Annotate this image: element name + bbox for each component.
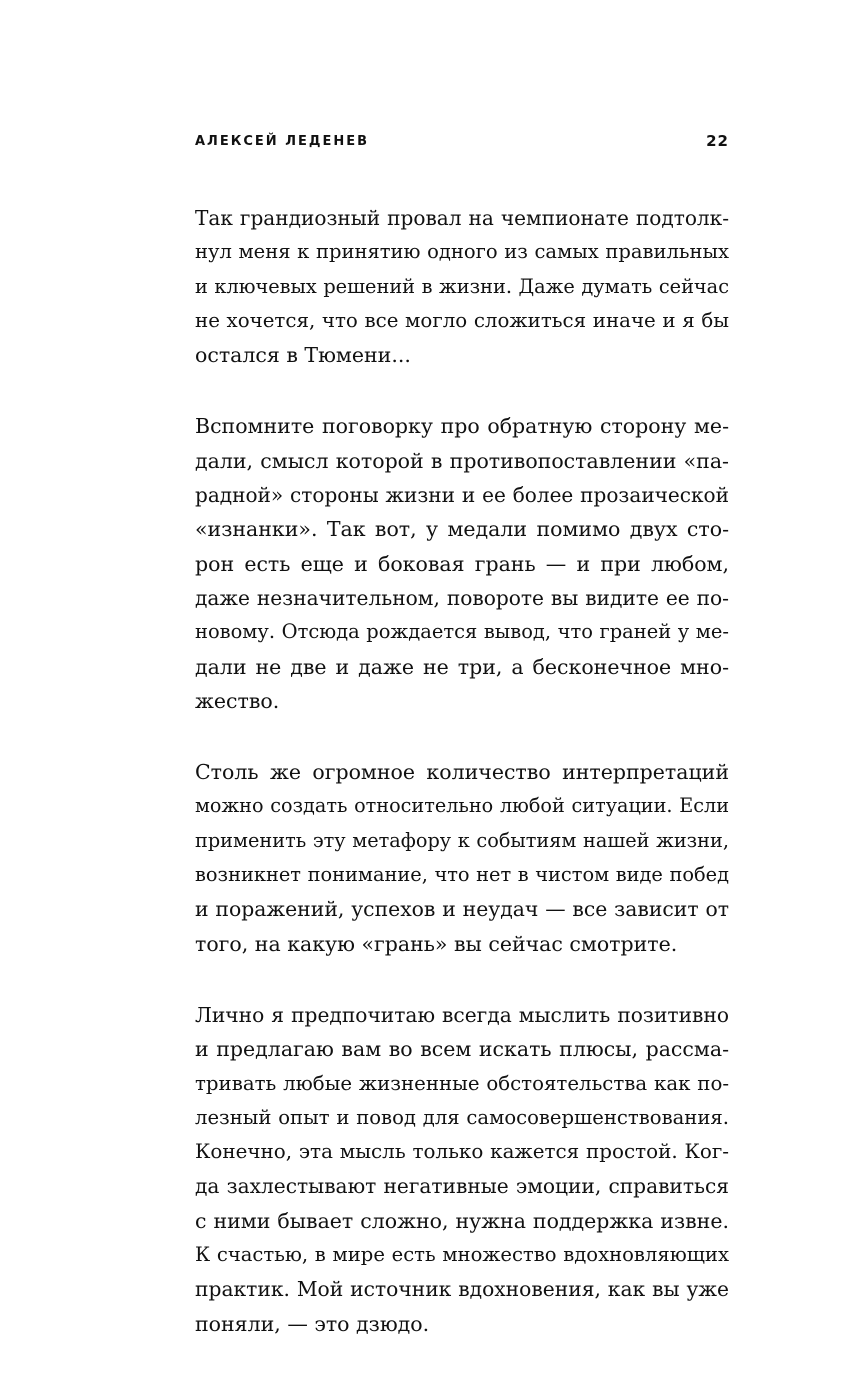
text-line: и предлагаю вам во всем искать плюсы, рассма- [195,1037,729,1062]
text-line: и поражений, успехов и неудач — все зависит от [195,897,729,922]
text-line: «изнанки». Так вот, у медали помимо двух сто- [195,517,729,542]
text-line: Конечно, эта мысль только кажется простой. Ког- [195,1140,729,1164]
body-text [195,201,729,1378]
text-line: Лично я предпочитаю всегда мыслить позитивно [195,1002,729,1027]
text-line: даже незначительном, повороте вы видите ее по- [195,585,729,610]
text-line: Вспомните поговорку про обратную сторону ме- [195,414,729,439]
text-line: нул меня к принятию одного из самых правильных [195,240,729,264]
text-line: радной» стороны жизни и ее более прозаической [195,483,729,508]
text-line: новому. Отсюда рождается вывод, что граней у ме- [195,620,729,644]
page-number: 22 [706,132,729,150]
text-line: можно создать относительно любой ситуации. Если [195,794,729,818]
text-line: применить эту метафору к событиям нашей жизни, [195,828,729,852]
text-line: да захлестывают негативные эмоции, справиться [195,1174,729,1199]
text-line: Столь же огромное количество интерпретаций [195,760,729,785]
paragraph-2 [195,409,729,718]
paragraph-3 [195,755,729,961]
paragraph-1 [195,201,729,372]
text-line: возникнет понимание, что нет в чистом виде побед [195,863,729,887]
text-line: дали, смысл которой в противопоставлении «па- [195,448,729,473]
text-line: рон есть еще и боковая грань — и при любом, [195,551,729,576]
text-line: остался в Тюмени... [195,343,411,368]
text-line: тривать любые жизненные обстоятельства как по- [195,1071,729,1095]
author-name: АЛЕКСЕЙ ЛЕДЕНЕВ [195,134,369,149]
text-line: практик. Мой источник вдохновения, как вы уже [195,1277,729,1302]
text-line: жество. [195,688,280,713]
running-header [195,132,729,156]
text-line: с ними бывает сложно, нужна поддержка извне. [195,1208,729,1233]
text-line: поняли, — это дзюдо. [195,1311,430,1336]
text-line: дали не две и даже не три, а бесконечное мно- [195,654,729,679]
text-line: и ключевых решений в жизни. Даже думать сейчас [195,274,729,298]
text-line: лезный опыт и повод для самосовершенствования. [195,1105,729,1129]
text-line: К счастью, в мире есть множество вдохновляющих [195,1243,729,1267]
text-line: того, на какую «грань» вы сейчас смотрите. [195,931,678,956]
text-line: Так грандиозный провал на чемпионате подтолк- [195,206,729,230]
paragraph-4 [195,998,729,1341]
text-line: не хочется, что все могло сложиться иначе и я бы [195,308,729,332]
